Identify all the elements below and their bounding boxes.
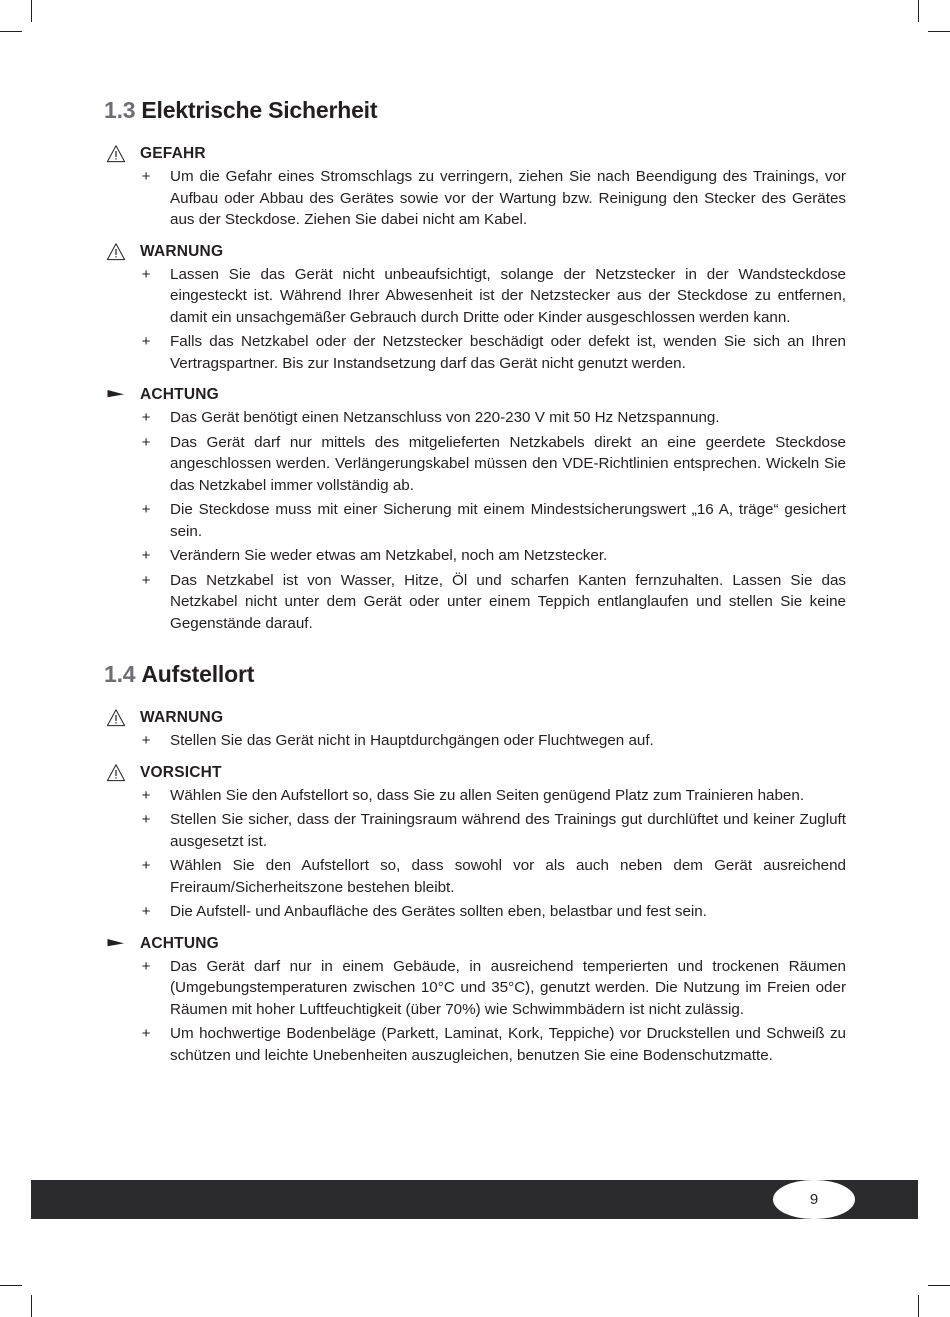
section-number: 1.4	[104, 661, 136, 687]
plus-bullet-icon: +	[141, 265, 151, 283]
block-label: VORSICHT	[140, 763, 222, 781]
crop-mark	[31, 1295, 32, 1317]
plus-bullet-icon: +	[141, 433, 151, 451]
list-item-text: Das Gerät benötigt einen Netzanschluss von 220-230 V mit 50 Hz Netzspannung.	[170, 409, 720, 426]
list-item-text: Um die Gefahr eines Stromschlags zu verringern, ziehen Sie nach Beendigung des Trainings, vor Aufbau oder Abbau des Gerätes sowie vor der Wartung bzw. Reinigung den Stecker des Gerätes aus der Steckdose. Ziehen Sie dabei nicht am Kabel.	[170, 168, 846, 228]
plus-bullet-icon: +	[141, 811, 151, 828]
block-label: ACHTUNG	[140, 934, 219, 952]
item-list	[104, 407, 846, 634]
list-item-text: Verändern Sie weder etwas am Netzkabel, noch am Netzstecker.	[170, 547, 608, 564]
list-item	[104, 545, 846, 567]
list-item	[104, 855, 846, 898]
page-content	[104, 94, 846, 1077]
crop-mark	[0, 31, 22, 32]
block-header	[104, 934, 846, 954]
list-item-text: Die Aufstell- und Anbaufläche des Gerätes sollten eben, belastbar und fest sein.	[170, 903, 707, 920]
crop-mark	[918, 1295, 919, 1317]
list-item	[104, 499, 846, 542]
list-item	[104, 730, 846, 752]
plus-bullet-icon: +	[141, 1025, 151, 1042]
warning-block	[104, 763, 846, 923]
page-number: 9	[809, 1191, 819, 1208]
plus-bullet-icon: +	[141, 333, 151, 350]
crop-mark	[0, 1285, 22, 1286]
item-list	[104, 264, 846, 375]
pointer-flag-icon	[106, 934, 126, 954]
list-item	[104, 901, 846, 923]
list-item-text: Lassen Sie das Gerät nicht unbeaufsichtigt, solange der Netzstecker in der Wandsteckdose eingesteckt ist. Während Ihrer Abwesenheit ist der Netzstecker aus der Steckdose zu entfernen, damit ein unsachgemäßer Gebrauch durch Dritte oder Kinder ausgeschlossen werden kann.	[170, 265, 846, 326]
plus-bullet-icon: +	[141, 571, 151, 589]
warning-triangle-icon	[106, 708, 126, 728]
item-list	[104, 785, 846, 923]
list-item-text: Das Gerät darf nur mittels des mitgelieferten Netzkabels direkt an eine geerdete Steckdose angeschlossen werden. Verlängerungskabel müssen den VDE-Richtlinien entsprechen. Wickeln Sie das Netzkabel immer vollständig ab.	[170, 433, 846, 494]
list-item	[104, 809, 846, 852]
list-item-text: Das Gerät darf nur in einem Gebäude, in ausreichend temperierten und trockenen Räumen (Umgebungstemperaturen zwischen 10°C und 35°C), genutzt werden. Die Nutzung im Freien oder Räumen mit hoher Luftfeuchtigkeit (über 70%) wie Schwimmbädern ist nicht zulässig.	[170, 957, 846, 1018]
plus-bullet-icon: +	[141, 732, 151, 749]
warning-triangle-icon	[106, 144, 126, 164]
list-item-text: Die Steckdose muss mit einer Sicherung mit einem Mindestsicherungswert „16 A, träge“ gesichert sein.	[170, 501, 846, 540]
crop-mark	[928, 31, 950, 32]
crop-mark	[31, 0, 32, 22]
plus-bullet-icon: +	[141, 957, 151, 975]
block-header	[104, 242, 846, 262]
list-item-text: Das Netzkabel ist von Wasser, Hitze, Öl und scharfen Kanten fernzuhalten. Lassen Sie das Netzkabel nicht unter dem Gerät oder unter einem Teppich entlanglaufen und stellen Sie keine Gegenstände darauf.	[170, 571, 846, 632]
list-item	[104, 331, 846, 374]
block-label: WARNUNG	[140, 709, 224, 726]
plus-bullet-icon: +	[141, 786, 151, 804]
plus-bullet-icon: +	[141, 547, 151, 564]
list-item	[104, 407, 846, 429]
warning-triangle-icon	[106, 763, 126, 783]
warning-triangle-icon	[106, 242, 126, 262]
list-item-text: Um hochwertige Bodenbeläge (Parkett, Laminat, Kork, Teppiche) vor Druckstellen und Schweiß zu schützen und leichte Unebenheiten auszugleichen, benutzen Sie eine Bodenschutzmatte.	[170, 1025, 846, 1064]
section-title: Aufstellort	[141, 661, 255, 687]
plus-bullet-icon: +	[141, 501, 151, 518]
block-header	[104, 144, 846, 164]
list-item	[104, 570, 846, 635]
attention-block	[104, 934, 846, 1067]
item-list	[104, 166, 846, 231]
plus-bullet-icon: +	[141, 409, 151, 426]
section-heading	[104, 94, 846, 126]
list-item-text: Wählen Sie den Aufstellort so, dass Sie zu allen Seiten genügend Platz zum Trainieren haben.	[170, 786, 805, 804]
list-item	[104, 264, 846, 329]
crop-mark	[928, 1285, 950, 1286]
crop-mark	[918, 0, 919, 22]
warning-block	[104, 144, 846, 231]
plus-bullet-icon: +	[141, 168, 151, 185]
block-header	[104, 708, 846, 728]
section-title: Elektrische Sicherheit	[141, 97, 378, 123]
list-item-text: Wählen Sie den Aufstellort so, dass sowohl vor als auch neben dem Gerät ausreichend Freiraum/Sicherheitszone bestehen bleibt.	[170, 857, 846, 896]
list-item	[104, 166, 846, 231]
section-number: 1.3	[104, 97, 136, 123]
list-item	[104, 785, 846, 807]
section-heading	[104, 658, 846, 690]
block-header	[104, 385, 846, 405]
plus-bullet-icon: +	[141, 903, 151, 920]
list-item-text: Falls das Netzkabel oder der Netzstecker beschädigt oder defekt ist, wenden Sie sich an Ihren Vertragspartner. Bis zur Instandsetzung darf das Gerät nicht genutzt werden.	[170, 333, 846, 372]
block-label: GEFAHR	[140, 145, 206, 162]
list-item	[104, 956, 846, 1021]
list-item-text: Stellen Sie sicher, dass der Trainingsraum während des Trainings gut durchlüftet und keiner Zugluft ausgesetzt ist.	[170, 811, 846, 850]
attention-block	[104, 385, 846, 634]
item-list	[104, 956, 846, 1067]
section	[104, 94, 846, 634]
section	[104, 658, 846, 1066]
block-label: ACHTUNG	[140, 386, 219, 403]
block-label: WARNUNG	[140, 242, 224, 260]
item-list	[104, 730, 846, 752]
warning-block	[104, 708, 846, 752]
list-item	[104, 1023, 846, 1066]
list-item-text: Stellen Sie das Gerät nicht in Hauptdurchgängen oder Fluchtwegen auf.	[170, 732, 654, 749]
block-header	[104, 763, 846, 783]
pointer-flag-icon	[106, 385, 126, 405]
list-item	[104, 432, 846, 497]
warning-block	[104, 242, 846, 375]
plus-bullet-icon: +	[141, 857, 151, 874]
